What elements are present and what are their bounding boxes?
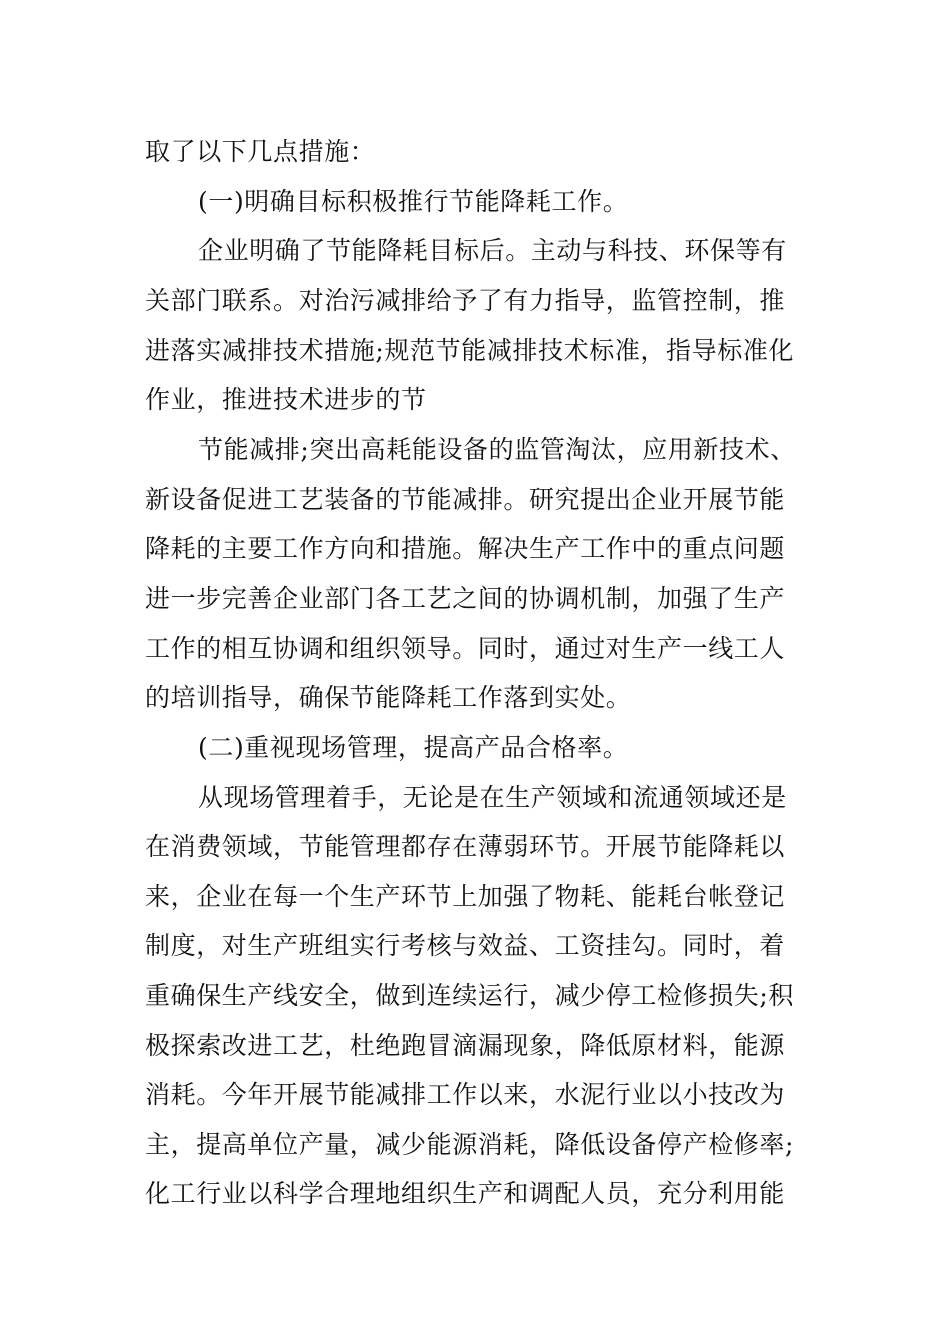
text-line-5: 进落实减排技术措施;规范节能减排技术标准，指导标准化 (145, 336, 795, 365)
text-line-17: 制度，对生产班组实行考核与效益、工资挂勾。同时，着 (145, 931, 786, 960)
text-line-7: 节能减排;突出高耗能设备的监管淘汰，应用新技术、 (198, 435, 796, 464)
text-line-4: 关部门联系。对治污减排给予了有力指导，监管控制，推 (145, 286, 786, 315)
text-line-10: 进一步完善企业部门各工艺之间的协调机制，加强了生产 (145, 584, 786, 613)
text-line-21: 主，提高单位产量，减少能源消耗，降低设备停产检修率; (145, 1130, 795, 1159)
text-line-12: 的培训指导，确保节能降耗工作落到实处。 (145, 683, 632, 712)
text-line-8: 新设备促进工艺装备的节能减排。研究提出企业开展节能 (145, 485, 786, 514)
text-line-22: 化工行业以科学合理地组织生产和调配人员，充分利用能 (145, 1179, 786, 1208)
text-line-3: 企业明确了节能降耗目标后。主动与科技、环保等有 (198, 236, 787, 265)
text-line-18: 重确保生产线安全，做到连续运行，减少停工检修损失;积 (145, 981, 795, 1010)
section-heading-2: (二)重视现场管理，提高产品合格率。 (198, 733, 629, 762)
section-heading-1: (一)明确目标积极推行节能降耗工作。 (198, 187, 629, 216)
text-line-20: 消耗。今年开展节能减排工作以来，水泥行业以小技改为 (145, 1080, 786, 1109)
text-line-16: 来，企业在每一个生产环节上加强了物耗、能耗台帐登记 (145, 882, 786, 911)
text-line-15: 在消费领域，节能管理都存在薄弱环节。开展节能降耗以 (145, 832, 786, 861)
text-line-19: 极探索改进工艺，杜绝跑冒滴漏现象，降低原材料，能源 (145, 1031, 786, 1060)
text-line-6: 作业，推进技术进步的节 (145, 385, 427, 414)
text-line-11: 工作的相互协调和组织领导。同时，通过对生产一线工人 (145, 634, 786, 663)
text-line-1: 取了以下几点措施： (145, 137, 376, 166)
text-line-14: 从现场管理着手，无论是在生产领域和流通领域还是 (198, 783, 787, 812)
text-line-9: 降耗的主要工作方向和措施。解决生产工作中的重点问题 (145, 534, 786, 563)
